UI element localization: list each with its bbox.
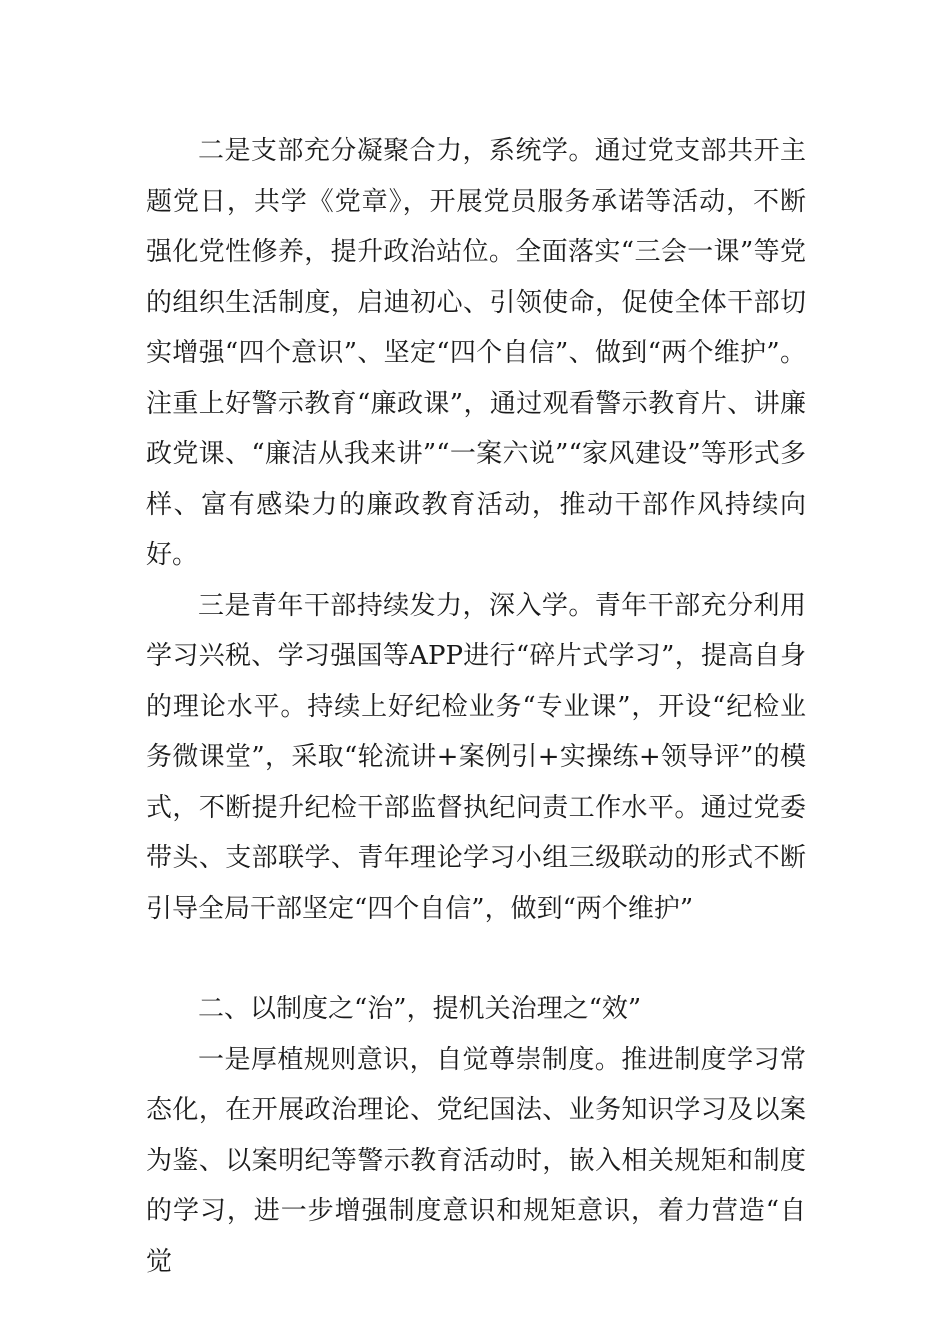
- paragraph-youth-cadres: 三是青年干部持续发力，深入学。青年干部充分利用学习兴税、学习强国等APP进行“碎片式学习”，提高自身的理论水平。持续上好纪检业务“专业课”，开设“纪检业务微课堂”，采取“轮流讲+案例引+实操练+领导评”的模式，不断提升纪检干部监督执纪问责工作水平。通过党委带头、支部联学、青年理论学习小组三级联动的形式不断引导全局干部坚定“四个自信”，做到“两个维护”: [146, 590, 806, 924]
- paragraph-branch-cohesion: 二是支部充分凝聚合力，系统学。通过党支部共开主题党日，共学《党章》，开展党员服务承诺等活动，不断强化党性修养，提升政治站位。全面落实“三会一课”等党的组织生活制度，启迪初心、引领使命，促使全体干部切实增强“四个意识”、坚定“四个自信”、做到“两个维护”。注重上好警示教育“廉政课”，通过观看警示教育片、讲廉政党课、“廉洁从我来讲”“一案六说”“家风建设”等形式多样、富有感染力的廉政教育活动，推动干部作风持续向好。: [146, 136, 806, 570]
- paragraph-rule-awareness: 一是厚植规则意识，自觉尊崇制度。推进制度学习常态化，在开展政治理论、党纪国法、业务知识学习及以案为鉴、以案明纪等警示教育活动时，嵌入相关规矩和制度的学习，进一步增强制度意识和规矩意识，着力营造“自觉: [146, 1044, 806, 1277]
- document-body: [146, 126, 806, 1287]
- section-heading: 二、以制度之“治”，提机关治理之“效”: [198, 994, 642, 1024]
